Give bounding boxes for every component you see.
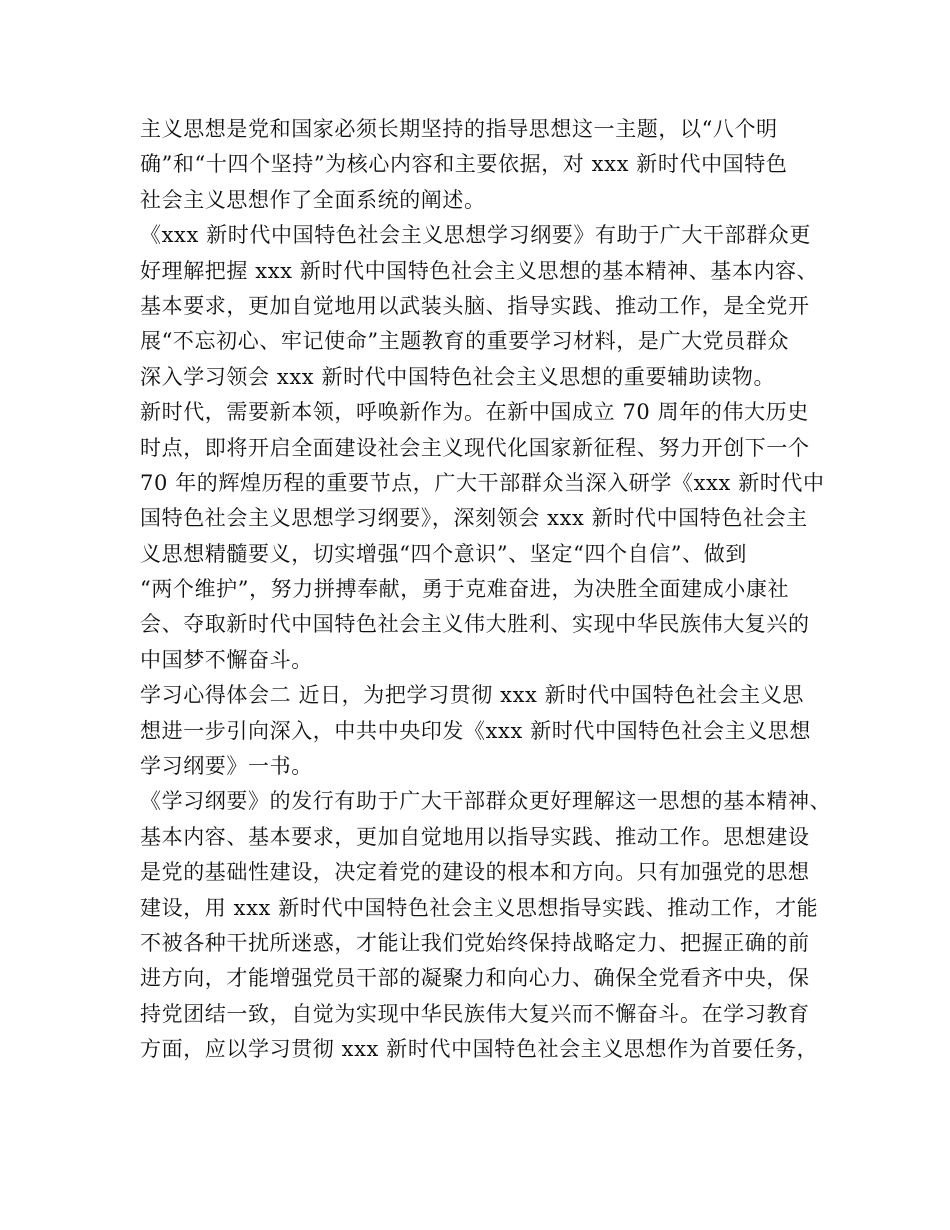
text-line: 好理解把握 xxx 新时代中国特色社会主义思想的基本精神、基本内容、 (140, 258, 819, 283)
text-line: 确”和“十四个坚持”为核心内容和主要依据，对 xxx 新时代中国特色 (140, 152, 788, 177)
text-line: 会、夺取新时代中国特色社会主义伟大胜利、实现中华民族伟大复兴的 (140, 612, 810, 637)
text-line: 不被各种干扰所迷惑，才能让我们党始终保持战略定力、把握正确的前 (140, 930, 810, 955)
text-line: 70 年的辉煌历程的重要节点，广大干部群众当深入研学《xxx 新时代中 (140, 470, 825, 495)
text-line: 展“不忘初心、牢记使命”主题教育的重要学习材料，是广大党员群众 (140, 329, 790, 354)
text-line: 深入学习领会 xxx 新时代中国特色社会主义思想的重要辅助读物。 (140, 364, 776, 389)
text-line: 主义思想是党和国家必须长期坚持的指导思想这一主题，以“八个明 (140, 117, 778, 141)
text-line: 《xxx 新时代中国特色社会主义思想学习纲要》有助于广大干部群众更 (140, 223, 812, 248)
text-line: 学习心得体会二 近日，为把学习贯彻 xxx 新时代中国特色社会主义思 (140, 683, 804, 708)
text-line: 持党团结一致，自觉为实现中华民族伟大复兴而不懈奋斗。在学习教育 (140, 1001, 810, 1026)
text-line: 基本要求，更加自觉地用以武装头脑、指导实践、推动工作，是全党开 (140, 293, 810, 318)
text-line: 时点，即将开启全面建设社会主义现代化国家新征程、努力开创下一个 (140, 435, 810, 460)
text-line: 方面，应以学习贯彻 xxx 新时代中国特色社会主义思想作为首要任务， (140, 1037, 819, 1062)
text-line: 基本内容、基本要求，更加自觉地用以指导实践、推动工作。思想建设 (140, 824, 810, 849)
text-line: 中国梦不懈奋斗。 (140, 647, 313, 672)
text-line: 社会主义思想作了全面系统的阐述。 (140, 187, 486, 212)
text-line: 义思想精髓要义，切实增强“四个意识”、坚定“四个自信”、做到 (140, 541, 747, 566)
text-line: 进方向，才能增强党员干部的凝聚力和向心力、确保全党看齐中央，保 (140, 966, 810, 991)
text-line: “两个维护”，努力拼搏奉献，勇于克难奋进，为决胜全面建成小康社 (140, 577, 790, 602)
text-line: 学习纲要》一书。 (140, 754, 313, 779)
text-line: 想进一步引向深入，中共中央印发《xxx 新时代中国特色社会主义思想 (140, 718, 812, 743)
document-body (140, 112, 830, 1068)
text-line: 国特色社会主义思想学习纲要》，深刻领会 xxx 新时代中国特色社会主 (140, 506, 808, 531)
text-line: 新时代，需要新本领，呼唤新作为。在新中国成立 70 周年的伟大历史 (140, 400, 809, 425)
text-line: 《学习纲要》的发行有助于广大干部群众更好理解这一思想的基本精神、 (140, 789, 832, 814)
text-line: 建设，用 xxx 新时代中国特色社会主义思想指导实践、推动工作，才能 (140, 895, 819, 920)
text-line: 是党的基础性建设，决定着党的建设的根本和方向。只有加强党的思想 (140, 860, 810, 885)
